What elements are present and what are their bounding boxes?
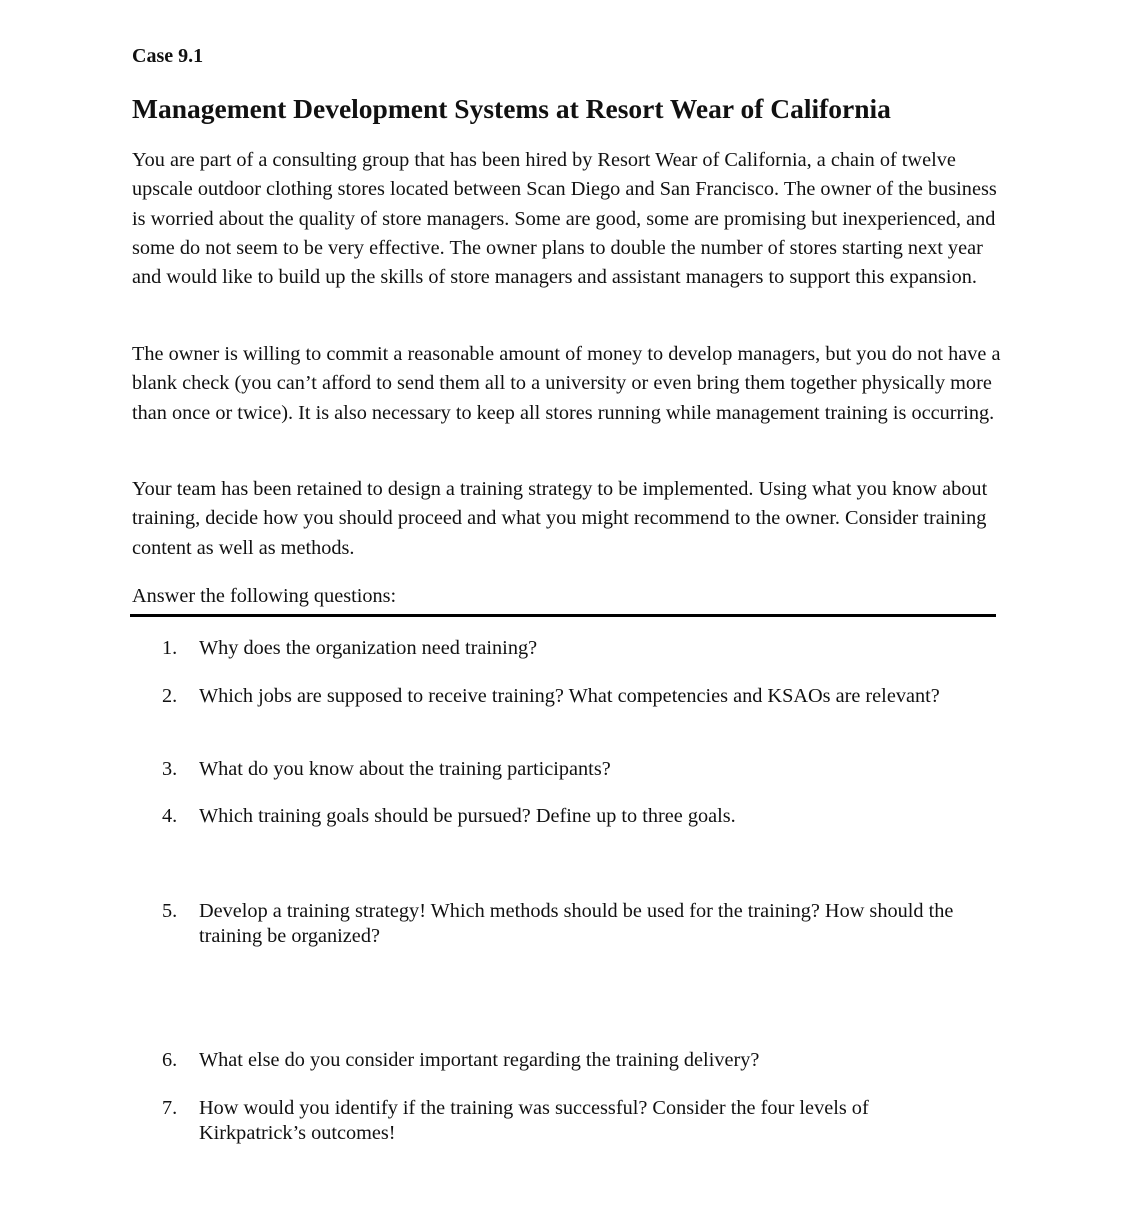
question-text: Develop a training strategy! Which methods should be used for the training? How should the training be organized? bbox=[199, 900, 954, 947]
question-text: Which training goals should be pursued? Define up to three goals. bbox=[199, 805, 736, 827]
question-number: 1. bbox=[162, 637, 178, 659]
question-text: Why does the organization need training? bbox=[199, 637, 538, 659]
question-item bbox=[162, 899, 962, 949]
question-text: What do you know about the training participants? bbox=[199, 758, 611, 780]
questions-heading: Answer the following questions: bbox=[132, 585, 397, 607]
task-paragraph: Your team has been retained to design a training strategy to be implemented. Using what you know about training, decide how you should proceed and what you might recommend to the owner. Consider training content as well as methods. bbox=[132, 478, 988, 559]
question-item bbox=[162, 1048, 962, 1073]
question-number: 7. bbox=[162, 1097, 178, 1119]
question-number: 5. bbox=[162, 900, 178, 922]
question-text: Which jobs are supposed to receive training? What competencies and KSAOs are relevant? bbox=[199, 685, 940, 707]
divider-rule bbox=[130, 614, 996, 617]
question-number: 3. bbox=[162, 758, 178, 780]
question-item bbox=[162, 804, 962, 829]
budget-paragraph: The owner is willing to commit a reasonable amount of money to develop managers, but you do not have a blank check (you can’t afford to send them all to a university or even bring them together physically more than once or twice). It is also necessary to keep all stores running while management training is occurring. bbox=[132, 343, 1001, 424]
question-item bbox=[162, 757, 962, 782]
question-number: 2. bbox=[162, 685, 178, 707]
question-number: 4. bbox=[162, 805, 178, 827]
question-item bbox=[162, 636, 962, 661]
case-label: Case 9.1 bbox=[132, 45, 204, 67]
question-item bbox=[162, 684, 962, 709]
document-title: Management Development Systems at Resort Wear of California bbox=[132, 93, 891, 124]
question-number: 6. bbox=[162, 1049, 178, 1071]
intro-paragraph: You are part of a consulting group that has been hired by Resort Wear of California, a chain of twelve upscale outdoor clothing stores located between Scan Diego and San Francisco. The owner of the business is worried about the quality of store managers. Some are good, some are promising but inexperienced, and some do not seem to be very effective. The owner plans to double the number of stores starting next year and would like to build up the skills of store managers and assistant managers to support this expansion. bbox=[132, 149, 997, 289]
question-text: What else do you consider important regarding the training delivery? bbox=[199, 1049, 760, 1071]
question-item bbox=[162, 1096, 962, 1146]
question-text: How would you identify if the training was successful? Consider the four levels of Kirkpatrick’s outcomes! bbox=[199, 1097, 869, 1144]
